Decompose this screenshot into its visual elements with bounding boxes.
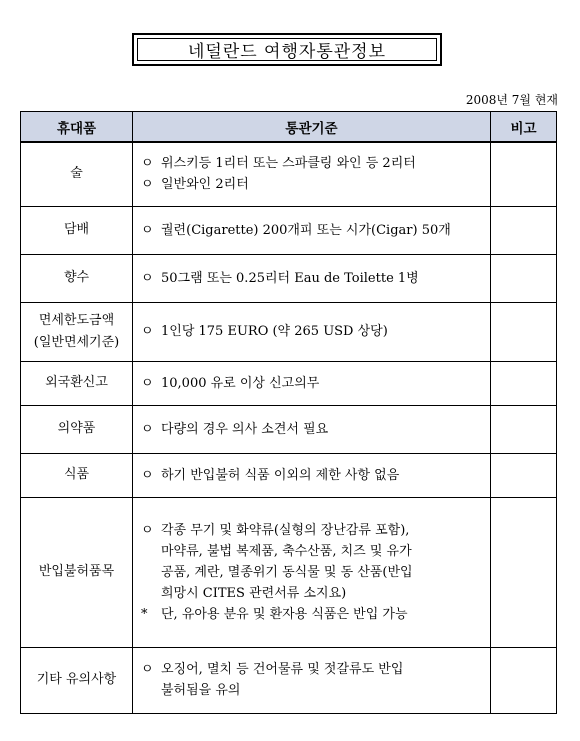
standard-text: 불허됨을 유의 (161, 683, 241, 698)
table-header-row (21, 112, 557, 143)
table-row (21, 497, 557, 647)
standard-cell (133, 206, 491, 254)
bullet-marker (141, 541, 161, 562)
table-row (21, 254, 557, 302)
standard-text: 50그램 또는 0.25리터 Eau de Toilette 1병 (161, 270, 419, 286)
item-label: 외국환신고 (45, 375, 108, 390)
table-row (21, 647, 557, 713)
header-note: 비고 (491, 112, 557, 143)
note-cell (491, 647, 557, 713)
standard-line (141, 220, 486, 241)
bullet-marker: * (141, 606, 148, 622)
document-title: 네덜란드 여행자통관정보 (187, 42, 387, 62)
item-cell (21, 206, 133, 254)
item-cell (21, 405, 133, 453)
standard-line (141, 659, 486, 680)
item-label: 기타 유의사항 (36, 672, 117, 687)
note-cell (491, 405, 557, 453)
item-cell (21, 302, 133, 361)
table-row (21, 361, 557, 405)
table-row (21, 453, 557, 497)
note-cell (491, 254, 557, 302)
standard-text: 궐련(Cigarette) 200개피 또는 시가(Cigar) 50개 (161, 222, 451, 238)
standard-cell (133, 647, 491, 713)
standard-cell (133, 453, 491, 497)
standard-text: 다량의 경우 의사 소견서 필요 (161, 421, 329, 437)
standard-text: 마약류, 불법 복제품, 축수산품, 치즈 및 유가 (161, 543, 412, 559)
bullet-marker: ㅇ (141, 156, 154, 172)
table-row (21, 206, 557, 254)
header-standard: 통관기준 (133, 112, 491, 143)
standard-text: 1인당 175 EURO (약 265 USD 상당) (161, 324, 388, 339)
standard-text: 희망시 CITES 관련서류 소지요) (161, 585, 347, 601)
document-title-box (132, 33, 442, 66)
standard-line (141, 583, 486, 604)
item-label: (일반면세기준) (33, 334, 120, 350)
table-row (21, 405, 557, 453)
bullet-marker: ㅇ (141, 270, 154, 286)
item-label: 향수 (63, 270, 90, 285)
standard-line (141, 153, 486, 174)
standard-text: 일반와인 2리터 (161, 177, 249, 193)
bullet-marker (141, 583, 161, 604)
standard-line (141, 419, 486, 440)
item-label: 술 (70, 166, 83, 182)
date-text: 2008년 7월 현재 (465, 93, 558, 107)
standard-line (141, 373, 486, 394)
standard-cell (133, 497, 491, 647)
standard-cell (133, 142, 491, 206)
standard-line (141, 174, 486, 195)
item-cell (21, 254, 133, 302)
bullet-marker: ㅇ (141, 324, 154, 339)
item-cell (21, 361, 133, 405)
bullet-marker (141, 562, 161, 583)
bullet-marker: ㅇ (141, 467, 154, 483)
item-label: 반입불허품목 (38, 564, 115, 579)
bullet-marker: ㅇ (141, 421, 154, 437)
item-label: 의약품 (57, 421, 96, 436)
standard-cell (133, 302, 491, 361)
standard-text: 위스키등 1리터 또는 스파클링 와인 등 2리터 (161, 156, 416, 172)
bullet-marker: ㅇ (141, 177, 154, 193)
item-cell (21, 497, 133, 647)
standard-line (141, 321, 486, 342)
standard-text: 10,000 유로 이상 신고의무 (161, 375, 320, 391)
item-cell (21, 453, 133, 497)
bullet-marker: ㅇ (141, 522, 154, 538)
bullet-marker: ㅇ (141, 375, 154, 391)
standard-line (141, 465, 486, 486)
note-cell (491, 206, 557, 254)
standard-text: 각종 무기 및 화약류(실형의 장난감류 포함), (161, 522, 410, 538)
table-row (21, 302, 557, 361)
item-cell (21, 647, 133, 713)
customs-table (20, 111, 557, 714)
standard-text: 오징어, 멸치 등 건어물류 및 젓갈류도 반입 (161, 662, 404, 677)
note-cell (491, 302, 557, 361)
item-label: 담배 (63, 222, 90, 237)
table-row (21, 142, 557, 206)
standard-line (141, 268, 486, 289)
item-label: 면세한도금액 (38, 312, 115, 328)
standard-line (141, 520, 486, 541)
standard-line (141, 680, 486, 701)
standard-line (141, 562, 486, 583)
note-cell (491, 361, 557, 405)
bullet-marker: ㅇ (141, 662, 154, 677)
note-cell (491, 453, 557, 497)
table-body (21, 142, 557, 713)
note-cell (491, 497, 557, 647)
standard-text: 하기 반입불허 식품 이외의 제한 사항 없음 (161, 467, 400, 483)
standard-line (141, 541, 486, 562)
header-item: 휴대품 (21, 112, 133, 143)
standard-text: 단, 유아용 분유 및 환자용 식품은 반입 가능 (161, 606, 408, 622)
standard-cell (133, 254, 491, 302)
standard-text: 공품, 계란, 멸종위기 동식물 및 동 산품(반입 (161, 564, 413, 580)
standard-cell (133, 405, 491, 453)
note-cell (491, 142, 557, 206)
standard-cell (133, 361, 491, 405)
standard-line (141, 604, 486, 625)
item-label: 식품 (63, 467, 90, 482)
bullet-marker: ㅇ (141, 222, 154, 238)
item-cell (21, 142, 133, 206)
bullet-marker (141, 680, 161, 701)
